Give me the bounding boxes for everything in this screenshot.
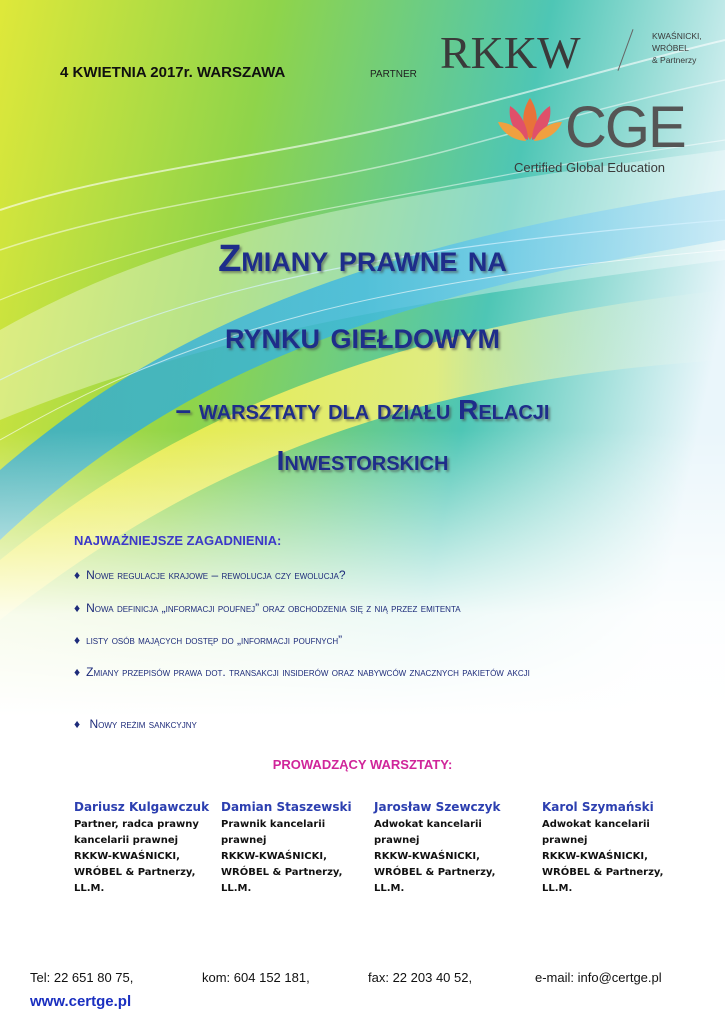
leader-desc-line: RKKW-KWAŚNICKI, — [221, 851, 327, 862]
leaders-heading: PROWADZĄCY WARSZTATY: — [272, 757, 453, 772]
topic-text: Nowa definicja „informacji poufnej” oraz obchodzenia się z nią przez emitenta — [86, 601, 461, 615]
leader-description — [374, 817, 514, 897]
topic-text: Nowe regulacje krajowe – rewolucja czy ewolucja? — [86, 568, 346, 582]
topic-item — [74, 598, 640, 619]
diamond-bullet-icon: ♦ — [74, 665, 81, 679]
contact-email[interactable]: e-mail: info@certge.pl — [535, 970, 662, 985]
website-link[interactable]: www.certge.pl — [30, 993, 132, 1010]
leader-desc-line: prawnej — [542, 835, 588, 846]
leader-desc-line: RKKW-KWAŚNICKI, — [542, 851, 648, 862]
leader-name: Karol Szymański — [542, 800, 654, 814]
diamond-bullet-icon: ♦ — [74, 601, 81, 615]
lotus-icon — [498, 96, 562, 144]
leader-description — [542, 817, 682, 897]
leader-desc-line: RKKW-KWAŚNICKI, — [74, 851, 180, 862]
contact-fax: fax: 22 203 40 52, — [368, 970, 473, 985]
topic-item — [74, 714, 640, 735]
leader-card — [221, 800, 361, 897]
partner-label: PARTNER — [370, 69, 417, 80]
topic-text: listy osób mających dostęp do „informacji poufnych” — [86, 633, 343, 647]
subtitle-line-2: Inwestorskich — [276, 445, 449, 476]
title-line-2: rynku giełdowym — [224, 315, 501, 357]
rkkw-subtitle-line: WRÓBEL — [652, 43, 689, 53]
topic-item — [74, 630, 640, 651]
leader-name: Dariusz Kulgawczuk — [74, 800, 210, 814]
leader-desc-line: RKKW-KWAŚNICKI, — [374, 851, 480, 862]
diamond-bullet-icon: ♦ — [74, 717, 81, 731]
leader-desc-line: Prawnik kancelarii — [221, 819, 326, 830]
leader-desc-line: WRÓBEL & Partnerzy, — [542, 867, 664, 878]
topic-text: Nowy reżim sankcyjny — [86, 717, 197, 731]
leader-desc-line: prawnej — [221, 835, 267, 846]
subtitle-line-1: – warsztaty dla działu Relacji — [175, 394, 550, 425]
leader-desc-line: prawnej — [374, 835, 420, 846]
leader-desc-line: WRÓBEL & Partnerzy, — [221, 867, 343, 878]
diamond-bullet-icon: ♦ — [74, 633, 81, 647]
leader-description — [74, 817, 214, 897]
topic-text: Zmiany przepisów prawa dot. transakcji insiderów oraz nabywców znacznych pakietów akcji — [86, 665, 530, 679]
leader-desc-line: LL.M. — [74, 883, 105, 894]
contact-mobile: kom: 604 152 181, — [202, 970, 310, 985]
topic-item — [74, 565, 640, 586]
event-date: 4 KWIETNIA 2017r. WARSZAWA — [60, 64, 286, 81]
title-line-1: Zmiany prawne na — [218, 238, 507, 280]
cge-logo-subtitle: Certified Global Education — [514, 160, 666, 175]
leader-card — [542, 800, 682, 897]
leader-card — [74, 800, 214, 897]
diamond-bullet-icon: ♦ — [74, 568, 81, 582]
topics-heading: NAJWAŻNIEJSZE ZAGADNIENIA: — [74, 533, 282, 548]
leader-desc-line: LL.M. — [542, 883, 573, 894]
rkkw-subtitle-line: & Partnerzy — [652, 55, 697, 65]
rkkw-subtitle-line: KWAŚNICKI, — [652, 31, 702, 41]
rkkw-logo-subtitle — [652, 30, 702, 66]
leader-desc-line: kancelarii prawnej — [74, 835, 179, 846]
leader-description — [221, 817, 361, 897]
rkkw-logo: RKKW — [440, 27, 581, 78]
leader-name: Jarosław Szewczyk — [374, 800, 501, 814]
leader-desc-line: Adwokat kancelarii — [374, 819, 482, 830]
leader-desc-line: WRÓBEL & Partnerzy, — [374, 867, 496, 878]
topic-item — [74, 662, 640, 683]
leader-desc-line: Partner, radca prawny — [74, 819, 199, 830]
cge-logo: CGE — [565, 95, 685, 160]
leader-name: Damian Staszewski — [221, 800, 352, 814]
contact-phone: Tel: 22 651 80 75, — [30, 970, 134, 985]
leader-card — [374, 800, 514, 897]
leader-desc-line: WRÓBEL & Partnerzy, — [74, 867, 196, 878]
leader-desc-line: LL.M. — [374, 883, 405, 894]
leader-desc-line: Adwokat kancelarii — [542, 819, 650, 830]
leader-desc-line: LL.M. — [221, 883, 252, 894]
